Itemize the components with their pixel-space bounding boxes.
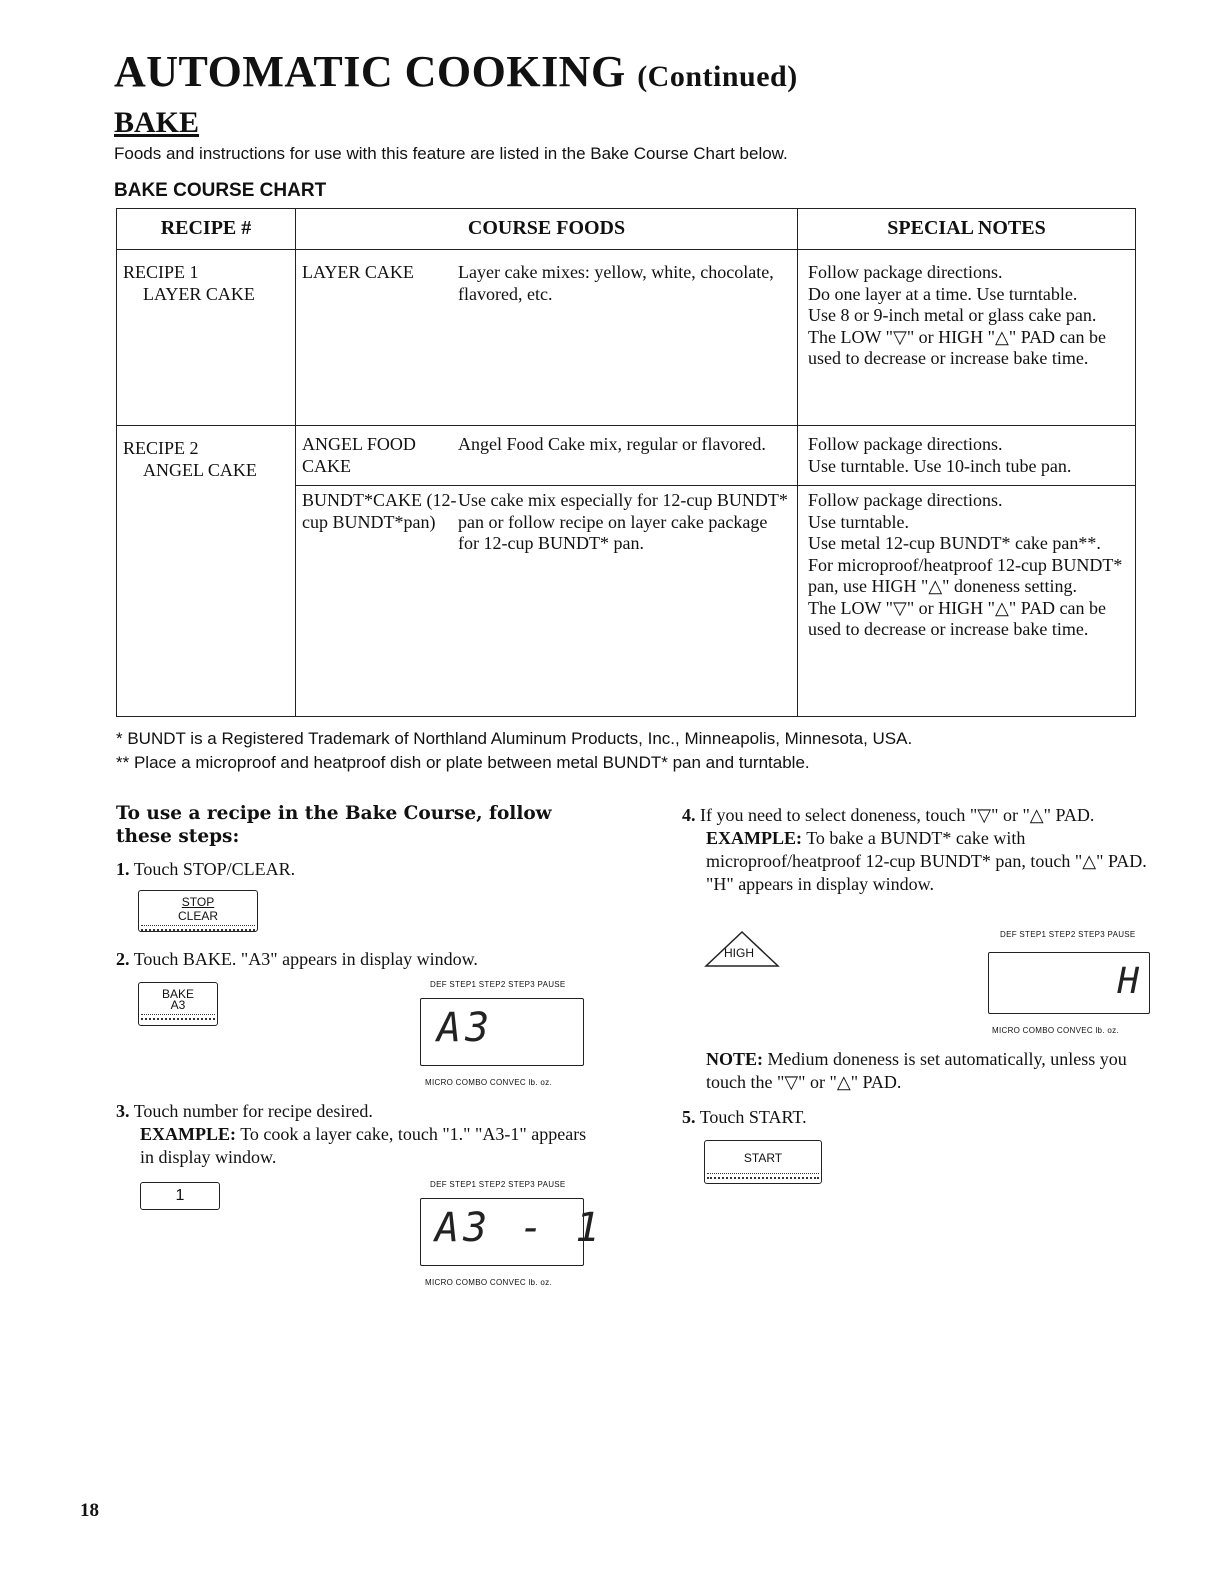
bake-course-chart — [116, 208, 1136, 717]
chart-title: BAKE COURSE CHART — [114, 180, 327, 201]
step-number: 5. — [682, 1107, 696, 1127]
note: Follow package directions. — [808, 490, 1003, 510]
step-text: Touch BAKE. "A3" appears in display window. — [133, 949, 478, 969]
display-bottom-labels: MICRO COMBO CONVEC lb. oz. — [425, 1278, 552, 1287]
step-1 — [116, 858, 295, 881]
pad-dots — [141, 1014, 215, 1020]
course-desc: Angel Food Cake mix, regular or flavored. — [458, 434, 766, 454]
display-top-labels: DEF STEP1 STEP2 STEP3 PAUSE — [430, 1180, 566, 1189]
display-bottom-labels: MICRO COMBO CONVEC lb. oz. — [992, 1026, 1119, 1035]
note-text: Medium doneness is set automatically, unless you touch the "▽" or "△" PAD. — [706, 1049, 1127, 1092]
table-row — [117, 426, 1136, 486]
intro-text: Foods and instructions for use with this feature are listed in the Bake Course Chart below. — [114, 144, 788, 163]
pad-label: CLEAR — [177, 909, 218, 923]
start-pad[interactable] — [704, 1140, 822, 1184]
steps-heading: To use a recipe in the Bake Course, follow these steps: — [116, 803, 552, 847]
footnote: ** Place a microproof and heatproof dish or plate between metal BUNDT* pan and turntable. — [116, 753, 810, 772]
title-suffix: (Continued) — [637, 60, 798, 93]
note: Use 8 or 9-inch metal or glass cake pan. — [808, 305, 1097, 325]
stop-clear-pad[interactable] — [138, 890, 258, 932]
header-recipe: RECIPE # — [117, 209, 296, 250]
step-number: 2. — [116, 949, 130, 969]
step-2 — [116, 948, 478, 971]
step-number: 3. — [116, 1101, 130, 1121]
display-top-labels: DEF STEP1 STEP2 STEP3 PAUSE — [1000, 930, 1136, 939]
display-bottom-labels: MICRO COMBO CONVEC lb. oz. — [425, 1078, 552, 1087]
course-desc: Use cake mix especially for 12-cup BUNDT* pan or follow recipe on layer cake package for 12-cup BUNDT* pan. — [458, 490, 788, 553]
note: Use turntable. — [808, 511, 909, 532]
high-pad[interactable] — [704, 930, 780, 968]
course-food: BUNDT*CAKE (12-cup BUNDT*pan) — [302, 490, 457, 532]
course-food: LAYER CAKE — [302, 262, 414, 282]
pad-label: HIGH — [724, 946, 754, 960]
display-readout: H — [1117, 961, 1139, 1002]
example-text: To bake a BUNDT* cake with microproof/heatproof 12-cup BUNDT* pan, touch "△" PAD. "H" appears in display window. — [706, 828, 1147, 894]
note: The LOW "▽" or HIGH "△" PAD can be used to decrease or increase bake time. — [808, 597, 1107, 639]
step-text: Touch number for recipe desired. — [133, 1101, 373, 1121]
recipe-number: RECIPE 2 — [123, 438, 199, 458]
note — [706, 1048, 1156, 1094]
example-text: To cook a layer cake, touch "1." "A3-1" appears in display window. — [140, 1124, 587, 1167]
note: Use turntable. Use 10-inch tube pan. — [808, 455, 1072, 476]
step-5 — [682, 1106, 807, 1129]
step-text: Touch STOP/CLEAR. — [133, 859, 296, 879]
pad-dots — [707, 1173, 819, 1179]
display-window — [988, 952, 1150, 1014]
step-number: 4. — [682, 805, 696, 825]
bake-pad[interactable] — [138, 982, 218, 1026]
pad-label: START — [743, 1151, 783, 1165]
title-text: AUTOMATIC COOKING — [114, 47, 626, 96]
step-4 — [682, 804, 1152, 896]
pad-label: STOP — [181, 895, 215, 909]
display-window — [420, 998, 584, 1066]
note-label: NOTE: — [706, 1049, 764, 1069]
note: Follow package directions. — [808, 262, 1003, 282]
display-top-labels: DEF STEP1 STEP2 STEP3 PAUSE — [430, 980, 566, 989]
display-readout: A3 - 1 — [435, 1205, 604, 1251]
recipe-name: ANGEL CAKE — [143, 459, 257, 480]
page-title — [114, 46, 798, 97]
section-heading: BAKE — [114, 106, 200, 139]
number-1-pad[interactable]: 1 — [140, 1182, 220, 1210]
note: Follow package directions. — [808, 434, 1003, 454]
example-label: EXAMPLE: — [706, 828, 802, 848]
course-food: ANGEL FOOD CAKE — [302, 434, 416, 476]
recipe-name: LAYER CAKE — [143, 283, 255, 304]
note: Use metal 12-cup BUNDT* cake pan**. — [808, 533, 1101, 553]
chart-header-row — [117, 209, 1136, 250]
pad-label: A3 — [170, 998, 186, 1012]
note: Do one layer at a time. Use turntable. — [808, 283, 1078, 304]
example-label: EXAMPLE: — [140, 1124, 236, 1144]
step-text: If you need to select doneness, touch "▽" or "△" PAD. — [700, 805, 1095, 825]
note: For microproof/heatproof 12-cup BUNDT* pan, use HIGH "△" doneness setting. — [808, 554, 1123, 596]
pad-dots — [141, 925, 255, 931]
display-window — [420, 1198, 604, 1266]
step-3 — [116, 1100, 596, 1169]
pad-label: BAKE — [161, 987, 194, 1001]
display-readout: A3 — [437, 1005, 494, 1051]
recipe-number: RECIPE 1 — [123, 262, 199, 282]
step-number: 1. — [116, 859, 130, 879]
page-number: 18 — [80, 1500, 99, 1521]
table-row — [117, 250, 1136, 426]
footnote: * BUNDT is a Registered Trademark of Northland Aluminum Products, Inc., Minneapolis, Minnesota, USA. — [116, 729, 913, 748]
note: The LOW "▽" or HIGH "△" PAD can be used to decrease or increase bake time. — [808, 326, 1107, 368]
header-course-foods: COURSE FOODS — [296, 209, 798, 250]
step-text: Touch START. — [699, 1107, 807, 1127]
course-desc: Layer cake mixes: yellow, white, chocolate, flavored, etc. — [458, 262, 774, 304]
header-special-notes: SPECIAL NOTES — [798, 209, 1136, 250]
